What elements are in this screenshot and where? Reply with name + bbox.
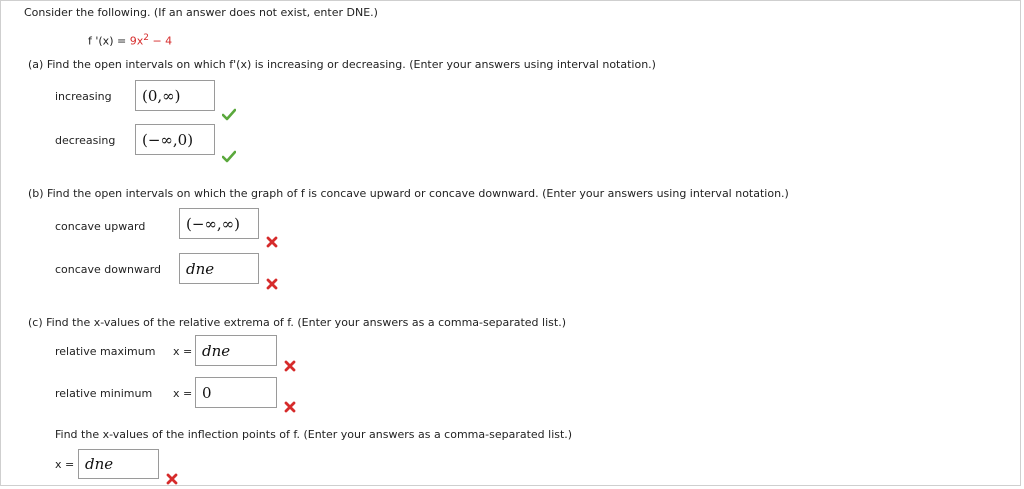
part-c-prompt: (c) Find the x-values of the relative extrema of f. (Enter your answers as a comma-separated list.) [28, 316, 566, 329]
function-rhs-a: 9x [129, 34, 144, 48]
incorrect-x-icon [265, 235, 279, 249]
part-a-prompt: (a) Find the open intervals on which f'(x) is increasing or decreasing. (Enter your answers using interval notation.) [28, 58, 656, 71]
relative-minimum-answer-input[interactable]: 0 [195, 377, 277, 408]
part-b-prompt: (b) Find the open intervals on which the graph of f is concave upward or concave downward. (Enter your answers using interval notation.) [28, 187, 789, 200]
function-lhs: f '(x) = [88, 34, 130, 48]
relative-maximum-label: relative maximum [55, 345, 156, 358]
relative-maximum-answer-input[interactable]: dne [195, 335, 277, 366]
inflection-prompt: Find the x-values of the inflection points of f. (Enter your answers as a comma-separated list.) [55, 428, 573, 441]
relative-minimum-label: relative minimum [55, 387, 153, 400]
concave-downward-answer-input[interactable]: dne [179, 253, 259, 284]
function-rhs-b: − 4 [148, 34, 173, 48]
incorrect-x-icon [283, 400, 297, 414]
inflection-x-equals: x = [55, 458, 75, 471]
incorrect-x-icon [165, 472, 179, 486]
incorrect-x-icon [265, 277, 279, 291]
decreasing-answer-input[interactable]: (−∞,0) [135, 124, 215, 155]
intro-text: Consider the following. (If an answer does not exist, enter DNE.) [24, 6, 378, 19]
incorrect-x-icon [283, 359, 297, 373]
inflection-answer-input[interactable]: dne [78, 449, 159, 479]
increasing-label: increasing [55, 90, 112, 103]
function-exponent: 2 [143, 33, 149, 43]
concave-downward-label: concave downward [55, 263, 162, 276]
concave-upward-label: concave upward [55, 220, 146, 233]
function-definition [88, 33, 172, 48]
relative-maximum-x-equals: x = [173, 345, 193, 358]
relative-minimum-x-equals: x = [173, 387, 193, 400]
decreasing-label: decreasing [55, 134, 116, 147]
correct-check-icon [222, 150, 236, 164]
concave-upward-answer-input[interactable]: (−∞,∞) [179, 208, 259, 239]
correct-check-icon [222, 108, 236, 122]
increasing-answer-input[interactable]: (0,∞) [135, 80, 215, 111]
